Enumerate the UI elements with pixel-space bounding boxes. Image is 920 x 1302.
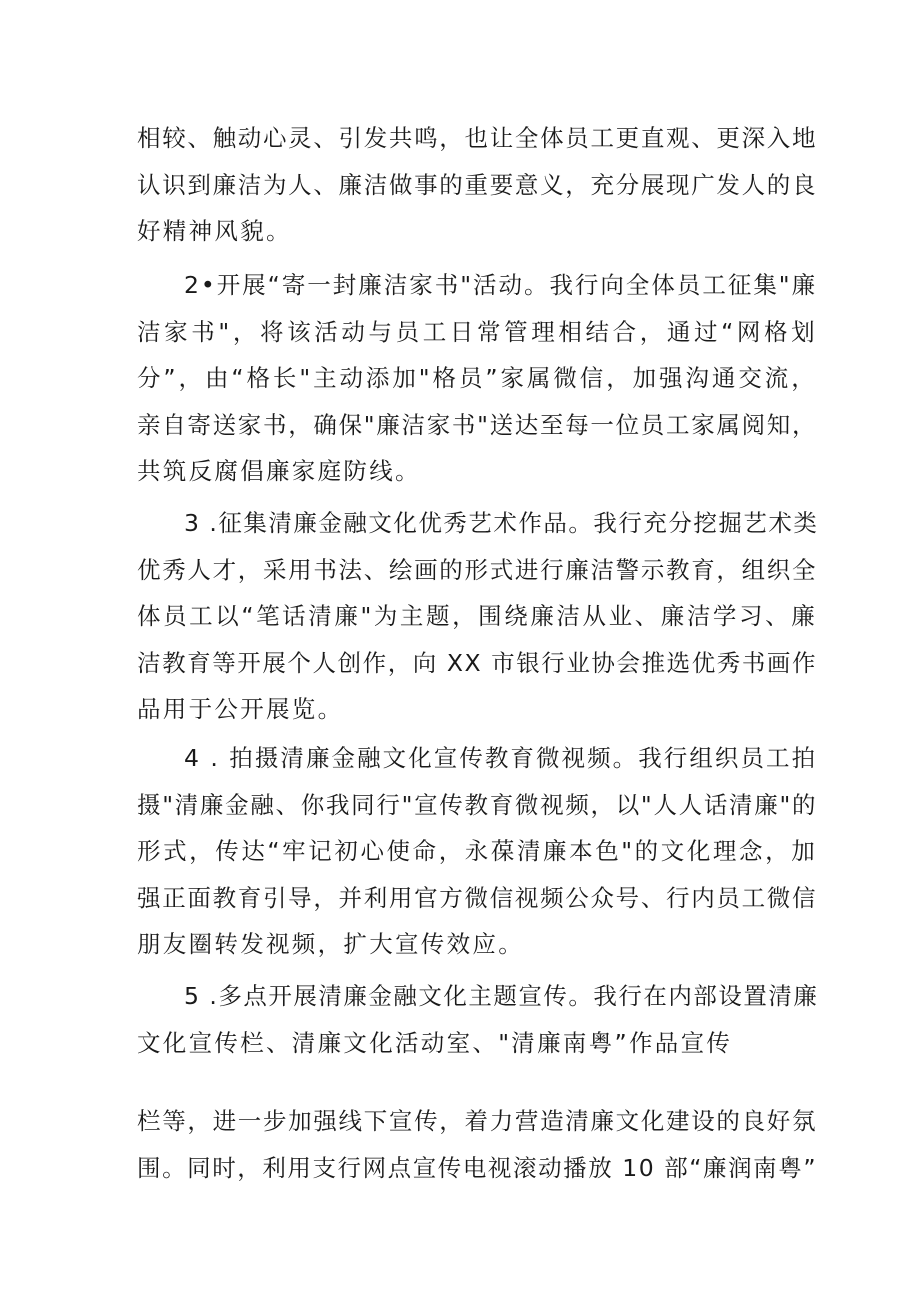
text-line: 5 .多点开展清廉金融文化主题宣传。我行在内部设置清廉: [184, 982, 819, 1010]
text-line: 4 . 拍摄清廉金融文化宣传教育微视频。我行组织员工拍: [184, 744, 817, 772]
text-line: 洁家书"，将该活动与员工日常管理相结合，通过“网格划: [137, 317, 817, 346]
text-line: 优秀人才，采用书法、绘画的形式进行廉洁警示教育，组织全: [137, 555, 817, 584]
paragraph-5: [137, 973, 817, 1066]
text-line: 好精神风貌。: [137, 217, 292, 245]
text-line: 形式，传达“牢记初心使命，永葆清廉本色"的文化理念，加: [137, 837, 817, 865]
text-line: 体员工以“笔话清廉"为主题，围绕廉洁从业、廉洁学习、廉: [137, 602, 817, 630]
text-line: 摄"清廉金融、你我同行"宣传教育微视频，以"人人话清廉"的: [137, 790, 817, 819]
text-line: 围。同时，利用支行网点宣传电视滚动播放 10 部“廉润南粤”: [137, 1153, 817, 1182]
paragraph-4: [137, 735, 817, 968]
paragraph-1: [137, 115, 817, 255]
text-line: 共筑反腐倡廉家庭防线。: [137, 457, 421, 485]
text-line: 强正面教育引导，并利用官方微信视频公众号、行内员工微信: [137, 883, 817, 912]
text-line: 2•开展“寄一封廉洁家书"活动。我行向全体员工征集"廉: [184, 271, 817, 299]
text-line: 亲自寄送家书，确保"廉洁家书"送达至每一位员工家属阅知，: [137, 410, 817, 439]
paragraph-5-continued: [137, 1098, 817, 1191]
text-line: 分”，由“格长"主动添加"格员”家属微信，加强沟通交流，: [137, 364, 817, 392]
text-line: 相较、触动心灵、引发共鸣，也让全体员工更直观、更深入地: [137, 124, 817, 152]
text-line: 3 .征集清廉金融文化优秀艺术作品。我行充分挖掘艺术类: [184, 509, 819, 537]
paragraph-2: [137, 262, 817, 495]
text-line: 洁教育等开展个人创作，向 XX 市银行业协会推选优秀书画作: [137, 648, 817, 677]
text-line: 文化宣传栏、清廉文化活动室、"清廉南粤”作品宣传: [137, 1028, 733, 1057]
text-line: 品用于公开展览。: [137, 695, 344, 723]
text-line: 朋友圈转发视频，扩大宣传效应。: [137, 930, 524, 958]
text-line: 栏等，进一步加强线下宣传，着力营造清廉文化建设的良好氛: [137, 1107, 817, 1135]
paragraph-3: [137, 500, 817, 733]
text-line: 认识到廉洁为人、廉洁做事的重要意义，充分展现广发人的良: [137, 170, 817, 199]
